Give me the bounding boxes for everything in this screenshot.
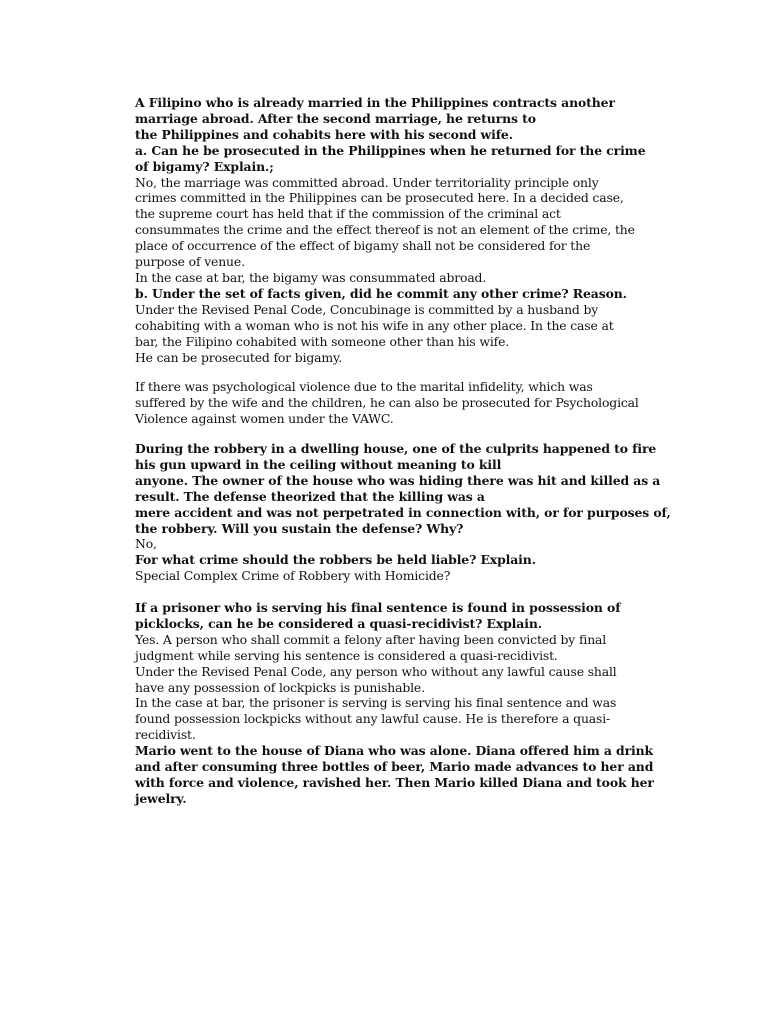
answer-text-line: Violence against women under the VAWC.	[135, 410, 394, 426]
question-text-line: mere accident and was not perpetrated in connection with, or for purposes of,	[135, 504, 671, 520]
answer-text-line: the supreme court has held that if the commission of the criminal act	[135, 206, 561, 222]
answer-text-line: Special Complex Crime of Robbery with Homicide?	[135, 568, 451, 584]
answer-text-line: have any possession of lockpicks is punishable.	[135, 679, 425, 695]
question-text-line: For what crime should the robbers be held liable? Explain.	[135, 552, 536, 568]
answer-text-line: crimes committed in the Philippines can be prosecuted here. In a decided case,	[135, 190, 624, 206]
question-text-line: a. Can he be prosecuted in the Philippines when he returned for the crime	[135, 142, 646, 158]
question-text-line: the robbery. Will you sustain the defense? Why?	[135, 520, 464, 536]
question-text-line: b. Under the set of facts given, did he commit any other crime? Reason.	[135, 285, 627, 301]
answer-text-line: In the case at bar, the prisoner is serving is serving his final sentence and was	[135, 695, 617, 711]
question-text-line: During the robbery in a dwelling house, one of the culprits happened to fire	[135, 441, 657, 456]
note-vawc	[135, 379, 715, 427]
answer-text-line: recidivist.	[135, 727, 196, 743]
question-text-line: marriage abroad. After the second marriage, he returns to	[135, 110, 536, 126]
answer-text-line: In the case at bar, the bigamy was consummated abroad.	[135, 269, 487, 285]
answer-text-line: cohabiting with a woman who is not his wife in any other place. In the case at	[135, 317, 614, 333]
answer-text-line: No, the marriage was committed abroad. Under territoriality principle only	[135, 174, 599, 190]
answer-text-line: If there was psychological violence due to the marital infidelity, which was	[135, 379, 593, 394]
question-text-line: result. The defense theorized that the killing was a	[135, 488, 485, 504]
question-quasi-recidivist	[135, 600, 715, 807]
answer-text-line: bar, the Filipino cohabited with someone other than his wife.	[135, 333, 510, 349]
question-text-line: the Philippines and cohabits here with his second wife.	[135, 126, 513, 142]
answer-text-line: Under the Revised Penal Code, Concubinage is committed by a husband by	[135, 301, 599, 317]
answer-text-line: Under the Revised Penal Code, any person who without any lawful cause shall	[135, 663, 617, 679]
question-text-line: Mario went to the house of Diana who was alone. Diana offered him a drink	[135, 743, 654, 759]
answer-text-line: place of occurrence of the effect of bigamy shall not be considered for the	[135, 238, 591, 254]
question-text-line: of bigamy? Explain.;	[135, 158, 274, 174]
question-text-line: picklocks, can he be considered a quasi-recidivist? Explain.	[135, 615, 542, 631]
answer-text-line: purpose of venue.	[135, 254, 245, 270]
question-robbery-homicide	[135, 441, 715, 584]
question-text-line: anyone. The owner of the house who was hiding there was hit and killed as a	[135, 472, 661, 488]
answer-text-line: consummates the crime and the effect thereof is not an element of the crime, the	[135, 222, 635, 238]
answer-text-line: No,	[135, 536, 157, 552]
question-text-line: If a prisoner who is serving his final sentence is found in possession of	[135, 600, 621, 615]
answer-text-line: judgment while serving his sentence is considered a quasi-recidivist.	[135, 647, 558, 663]
question-text-line: A Filipino who is already married in the Philippines contracts another	[135, 95, 615, 110]
question-bigamy	[135, 95, 715, 365]
answer-text-line: Yes. A person who shall commit a felony after having been convicted by final	[135, 631, 607, 647]
question-text-line: and after consuming three bottles of beer, Mario made advances to her and	[135, 759, 654, 775]
answer-text-line: found possession lockpicks without any lawful cause. He is therefore a quasi-	[135, 711, 611, 727]
question-text-line: jewelry.	[135, 790, 187, 806]
question-text-line: his gun upward in the ceiling without meaning to kill	[135, 456, 502, 472]
question-text-line: with force and violence, ravished her. Then Mario killed Diana and took her	[135, 774, 654, 790]
answer-text-line: suffered by the wife and the children, he can also be prosecuted for Psychological	[135, 394, 639, 410]
answer-text-line: He can be prosecuted for bigamy.	[135, 349, 342, 365]
